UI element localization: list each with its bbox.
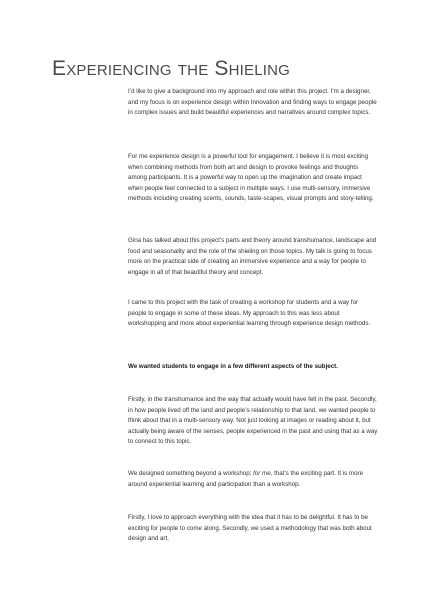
paragraph-experience-design: For me experience design is a powerful tool for engagement. I believe it is most exciting when combining methods from both art and design to provoke feelings and thoughts among participants. It is a powerful way to open up the imagination and create impact when people feel connected to a subject in multiple ways. I use multi-sensory, immersive methods including creating scents, sounds, taste-scapes, visual prompts and story-telling. [128, 153, 374, 203]
emphasis-text: for me [253, 470, 271, 477]
paragraph-aspects-heading: We wanted students to engage in a few different aspects of the subject. [128, 363, 338, 370]
page-title: Experiencing the Shieling [52, 57, 291, 80]
paragraph-transhumance: Firstly, in the transhumance and the way that actually would have felt in the past. Secondly, in how people lived off the land and people’s relationship to that land, we wanted people to think about that in a multi-sensory way. Not just looking at images or reading about it, but actually being aware of the senses, people experienced in the past and using that as a way to connect to this topic. [128, 396, 378, 446]
paragraph-delightful: Firstly, I love to approach everything with the idea that it has to be delightful. It has to be exciting for people to come along. Secondly, we used a methodology that was both about design and art. [128, 514, 372, 543]
paragraph-intro: I’d like to give a background into my approach and role within this project. I’m a designer, and my focus is on experience design within Innovation and finding ways to engage people in complex issues and build beautiful experiences and narratives around complex topics. [128, 88, 377, 117]
paragraph-workshop-task: I came to this project with the task of creating a workshop for students and a way for people to engage in some of these ideas. My approach to this was less about workshopping and more about experiential learning through experience design methods. [128, 299, 371, 328]
paragraph-project-context: Gina has talked about this project’s parts and theory around transhumance, landscape and food and seasonality and the role of the shieling on those topics. My talk is going to focus more on the practical side of creating an immersive experience and a way for people to engage in all of that beautiful theory and concept. [128, 237, 377, 276]
paragraph-beyond-workshop: We designed something beyond a workshop; for me, that’s the exciting part. It is more around experiential learning and participation than a workshop. [128, 470, 364, 488]
